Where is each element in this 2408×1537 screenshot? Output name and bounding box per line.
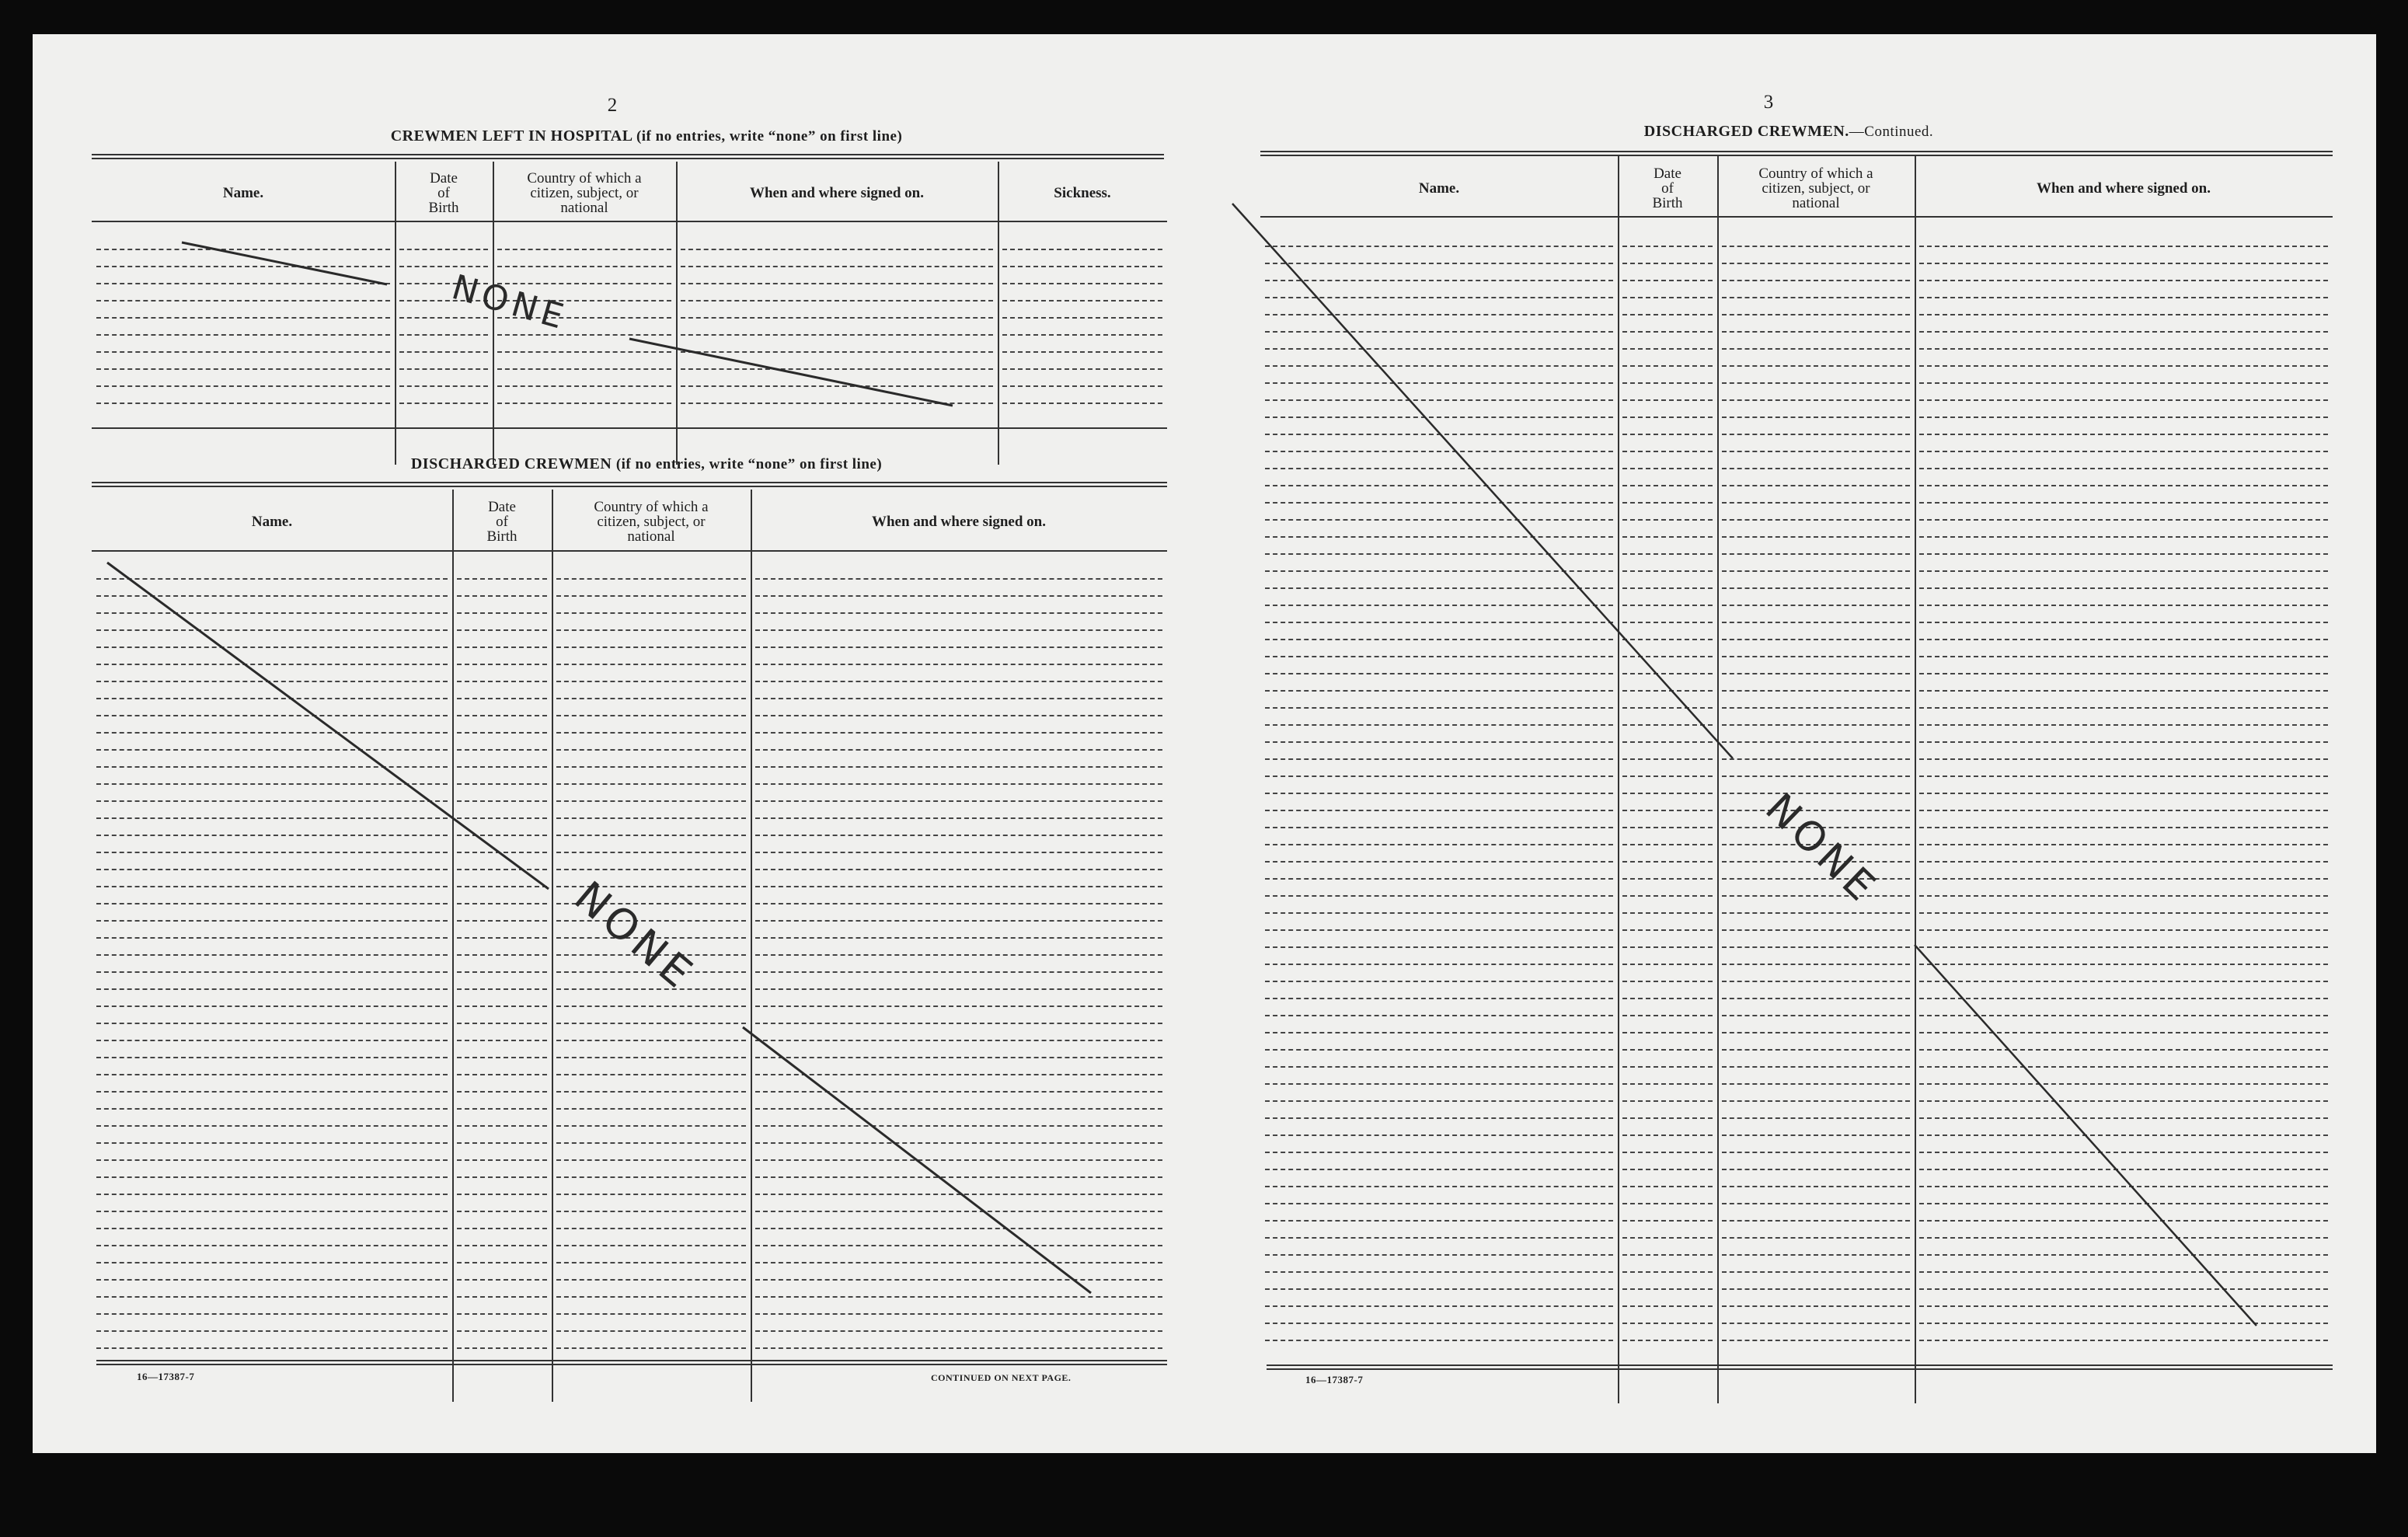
- right-col-signed-on: When and where signed on.: [2036, 179, 2211, 197]
- discharged-col-country: Country of which a citizen, subject, or national: [594, 498, 709, 545]
- hospital-instruction: (if no entries, write “none” on first line): [636, 128, 903, 145]
- discharged-none-handwriting: NONE: [565, 872, 705, 1000]
- discharged-col-signed-on: When and where signed on.: [871, 513, 1046, 530]
- right-col-name: Name.: [1418, 179, 1460, 197]
- left-page-number: 2: [607, 95, 618, 116]
- right-title-text: DISCHARGED CREWMEN.: [1643, 123, 1849, 140]
- hospital-strike-left: [182, 242, 387, 284]
- discharged-col-dob: Date of Birth: [486, 498, 517, 545]
- hospital-col-sickness: Sickness.: [1054, 184, 1111, 201]
- right-col-dob: Date of Birth: [1652, 165, 1683, 211]
- discharged-title-text: DISCHARGED CREWMEN: [410, 455, 612, 472]
- hospital-col-signed-on: When and where signed on.: [749, 184, 924, 201]
- right-strike-bottom: [1915, 945, 2256, 1326]
- hospital-strike-right: [629, 339, 953, 406]
- right-col-country: Country of which a citizen, subject, or national: [1758, 165, 1873, 211]
- hospital-none-handwriting: NONE: [447, 267, 573, 338]
- hospital-col-country: Country of which a citizen, subject, or national: [527, 169, 642, 216]
- strike-through-marks: [33, 34, 2376, 1453]
- discharged-strike-top: [107, 563, 549, 889]
- hospital-title-text: CREWMEN LEFT IN HOSPITAL: [390, 127, 632, 145]
- hospital-col-name: Name.: [222, 184, 264, 201]
- discharged-instruction: (if no entries, write “none” on first line): [615, 456, 883, 472]
- left-form-number: 16—17387-7: [137, 1371, 195, 1382]
- document-sheet: [33, 34, 2376, 1453]
- right-strike-top: [1232, 204, 1733, 758]
- right-form-number: 16—17387-7: [1305, 1374, 1364, 1385]
- right-title-suffix: —Continued.: [1849, 124, 1934, 140]
- discharged-strike-bottom: [743, 1027, 1091, 1293]
- right-none-handwriting: NONE: [1756, 785, 1887, 914]
- continued-note: CONTINUED ON NEXT PAGE.: [931, 1372, 1072, 1383]
- hospital-col-dob: Date of Birth: [428, 169, 459, 216]
- right-page-number: 3: [1763, 92, 1774, 113]
- discharged-col-name: Name.: [251, 513, 293, 530]
